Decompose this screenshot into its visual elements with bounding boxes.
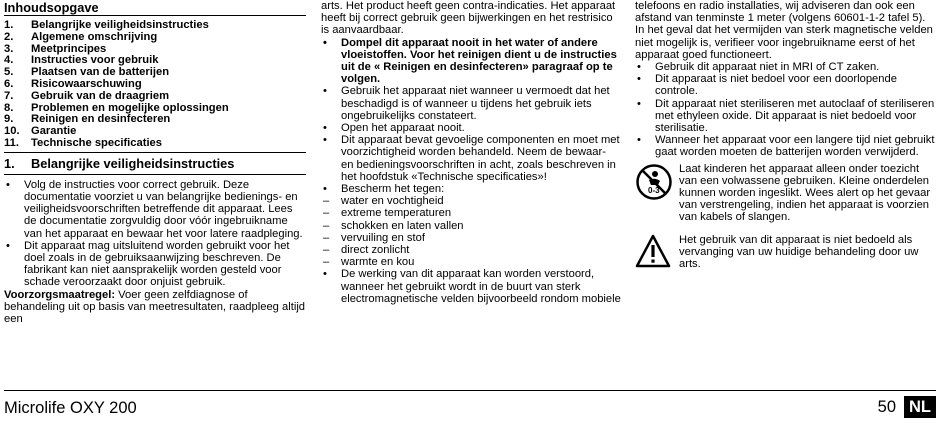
dash-item: – warmte en kou — [321, 256, 621, 268]
toc-item[interactable]: 5. Plaatsen van de batterijen — [4, 66, 170, 79]
bullet-list — [4, 179, 306, 289]
dash-item: – vervuiling en stof — [321, 232, 621, 244]
list-item: • Dit apparaat niet steriliseren met autoclaaf of steriliseren met ethyleen oxide. Dit apparaat is niet bedoeld voor sterilisatie. — [635, 98, 937, 135]
precaution-paragraph — [4, 289, 306, 326]
list-item: • Wanneer het apparaat voor een langere tijd niet gebruikt gaat worden moeten de batterijen worden verwijderd. — [635, 134, 937, 158]
child-warning-text: Laat kinderen het apparaat alleen onder toezicht van een volwassene gebruiken. Kleine onderdelen kunnen worden ingeslikt. Wees alert op het gevaar van verstrengeling, indien het apparaat is voorzien van kabels of slangen. — [679, 162, 931, 224]
list-item: • Dit apparaat bevat gevoelige componenten en moet met voorzichtigheid worden behandeld. Neem de bewaar- en bedieningsvoorschriften in acht, zoals beschreven in het hoofdstuk «Technische specificaties»! — [321, 134, 621, 183]
column-left — [4, 0, 306, 325]
toc-item[interactable]: 2. Algemene omschrijving — [4, 30, 158, 43]
svg-text:0-3: 0-3 — [648, 185, 660, 195]
toc-item[interactable]: 1. Belangrijke veiligheidsinstructies — [4, 19, 209, 31]
toc-item[interactable]: 6. Risicowaarschuwing — [4, 77, 142, 90]
dash-list — [321, 195, 621, 268]
page-number: 50 — [877, 398, 896, 416]
toc-title: Inhoudsopgave — [4, 0, 306, 16]
list-item: • Gebruik dit apparaat niet in MRI of CT zaken. — [635, 61, 937, 73]
list-item-bold: • Dompel dit apparaat nooit in het water of andere vloeistoffen. Voor het reinigen dient u de instructies uit de « Reinigen en desinfecteren» paragraaf op te volgen. — [321, 37, 621, 86]
bullet-list — [635, 61, 937, 159]
paragraph: telefoons en radio installaties, wij adviseren dan ook een afstand van tenminste 1 meter (volgens 60601-1-2 tafel 5). In het geval dat het vermijden van sterk magnetische velden niet mogelijk is, verifieer voor ingebruikname eerst of het apparaat goed functioneert. — [635, 0, 933, 61]
caution-warning — [635, 234, 937, 271]
dash-item: – direct zonlicht — [321, 244, 621, 256]
toc-item[interactable]: 10. Garantie — [4, 125, 77, 138]
list-item-protect — [321, 183, 621, 268]
list-item: • Volg de instructies voor correct gebruik. Deze documentatie voorziet u van belangrijke bedienings- en veiligheidsvoorschriften betreffende dit apparaat. Lees de documentatie zorgvuldig door vóór ingebruikname van het apparaat en bewaar het voor latere raadpleging. — [4, 179, 306, 240]
precaution-text: Voer geen zelfdiagnose of behandeling uit op basis van meetresultaten, raadpleeg altijd een — [4, 288, 306, 325]
precaution-label: Voorzorgsmaatregel: — [4, 288, 116, 301]
list-item: • Open het apparaat nooit. — [321, 122, 621, 134]
footer-product: Microlife OXY 200 — [4, 399, 137, 417]
toc-item[interactable]: 9. Reinigen en desinfecteren — [4, 113, 171, 126]
dash-item: – schokken en laten vallen — [321, 220, 621, 232]
toc-item[interactable]: 3. Meetprincipes — [4, 42, 107, 55]
list-item: • Gebruik het apparaat niet wanneer u vermoedt dat het beschadigd is of wanneer u tijdens het gebruik iets ongebruikelijks constateert. — [321, 85, 621, 122]
section-heading: 1. Belangrijke veiligheidsinstructies — [4, 152, 306, 175]
toc-item[interactable]: 7. Gebruik van de draagriem — [4, 89, 170, 102]
list-item: • Dit apparaat mag uitsluitend worden gebruikt voor het doel zoals in de gebruiksaanwijzing beschreven. De fabrikant kan niet aansprakelijk worden gesteld voor schade veroorzaakt door onjuist gebruik. — [4, 240, 306, 289]
column-right — [635, 0, 937, 271]
column-middle — [321, 0, 621, 305]
toc-list — [4, 20, 306, 150]
paragraph: arts. Het product heeft geen contra-indicaties. Het apparaat heeft bij correct gebruik geen bijwerkingen en het restrisico is aanvaardbaar. — [321, 0, 616, 37]
child-warning — [635, 163, 937, 224]
list-item: • Dit apparaat is niet bedoel voor een doorlopende controle. — [635, 73, 937, 97]
caution-triangle-icon — [635, 234, 675, 271]
protect-label: Bescherm het tegen: — [341, 183, 445, 196]
bullet-list — [321, 37, 621, 305]
child-warning-icon — [635, 163, 675, 224]
list-item: • De werking van dit apparaat kan worden verstoord, wanneer het gebruikt wordt in de buurt van sterk electromagnetische velden bijvoorbeeld rondom mobiele — [321, 268, 621, 305]
dash-item: – water en vochtigheid — [321, 195, 621, 207]
footer-divider — [4, 390, 936, 391]
toc-item[interactable]: 4. Instructies voor gebruik — [4, 54, 159, 67]
toc-item[interactable]: 8. Problemen en mogelijke oplossingen — [4, 101, 229, 114]
footer-right — [878, 396, 936, 418]
dash-item: – extreme temperaturen — [321, 207, 621, 219]
language-badge: NL — [904, 396, 936, 418]
toc-item[interactable]: 11. Technische specificaties — [4, 136, 162, 149]
caution-warning-text: Het gebruik van dit apparaat is niet bedoeld als vervanging van uw huidige behandeling door uw arts. — [679, 233, 919, 271]
